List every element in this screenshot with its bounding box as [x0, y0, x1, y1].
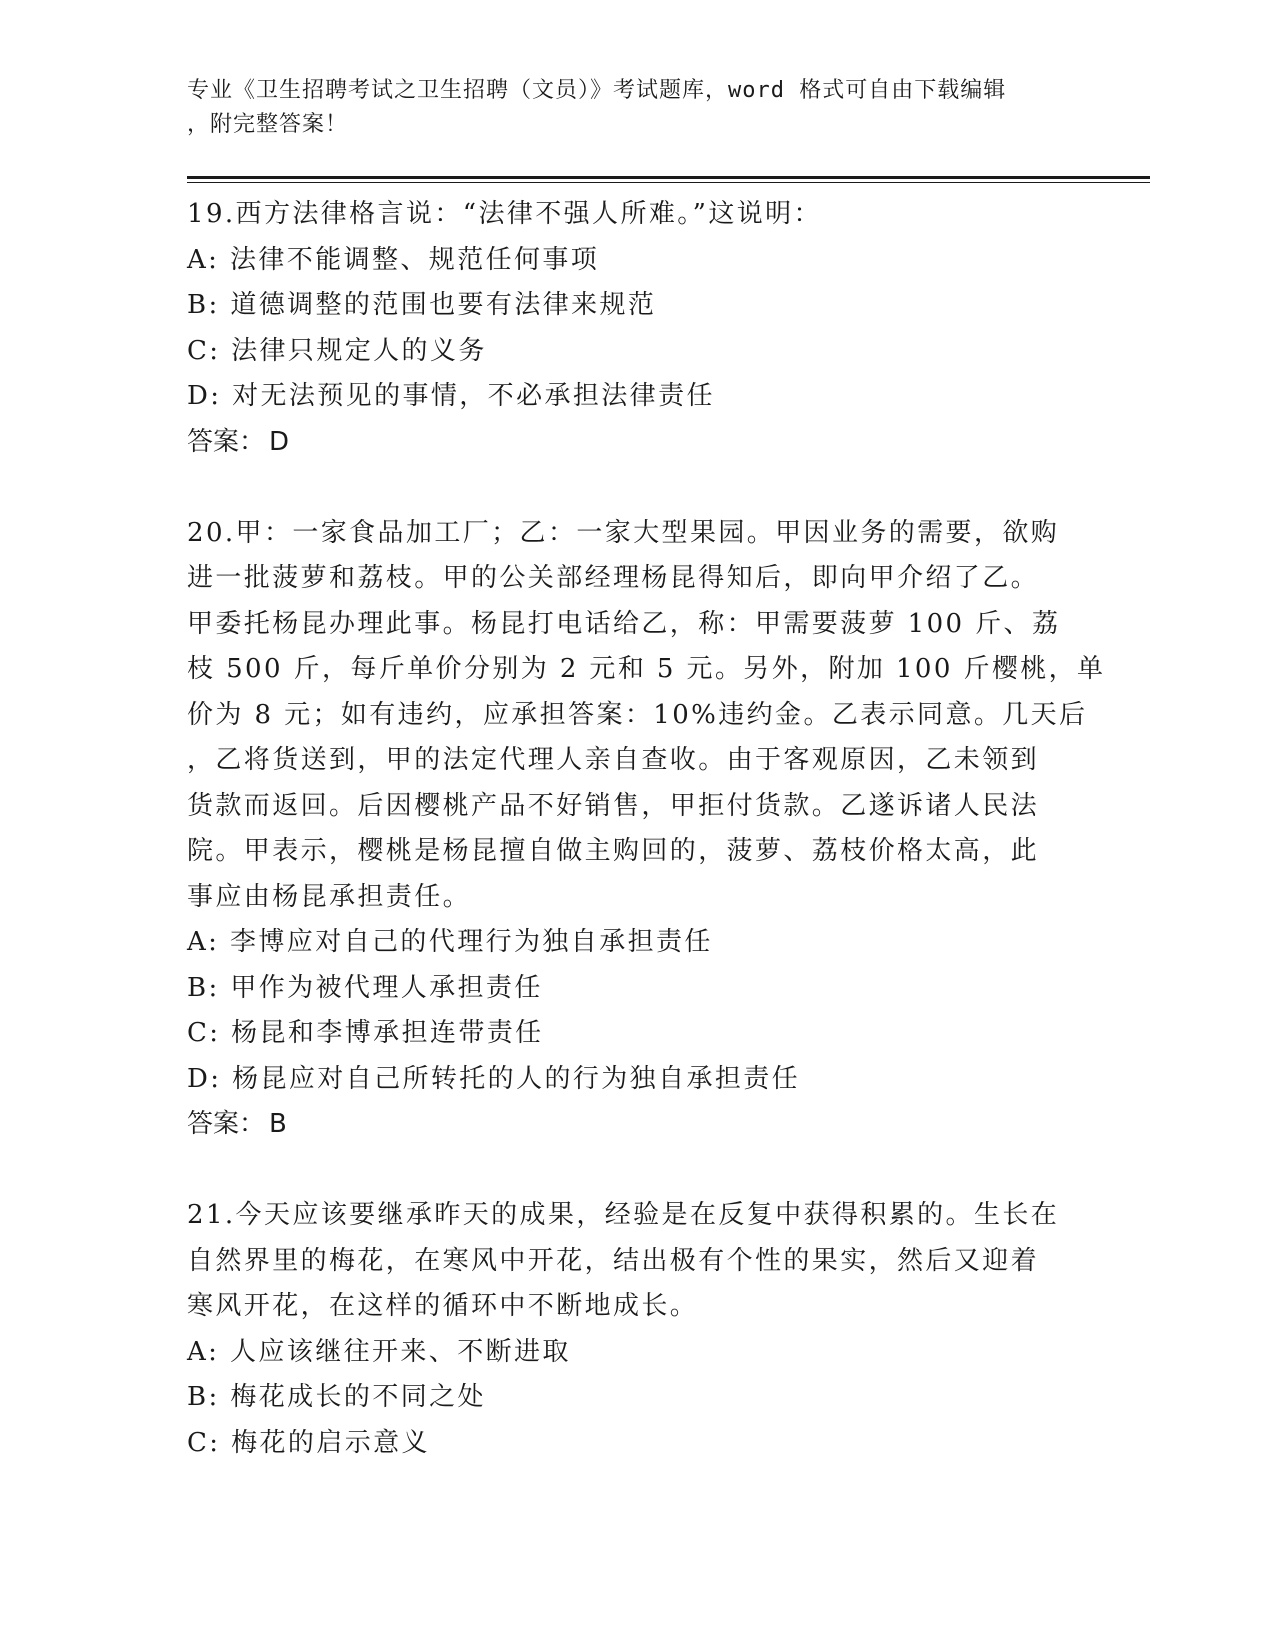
answer-line: [187, 1102, 1087, 1148]
question-spacer: [187, 465, 1087, 511]
option-c: C: 杨昆和李博承担连带责任: [187, 1018, 544, 1048]
question-stem-line: 进一批菠萝和荔枝。甲的公关部经理杨昆得知后，即向甲介绍了乙。: [187, 563, 1040, 593]
answer-label: 答案：: [187, 1109, 266, 1139]
answer-value: B: [269, 1109, 287, 1139]
question-stem-line: 价为 8 元；如有违约，应承担答案：10%违约金。乙表示同意。几天后: [187, 699, 1088, 730]
question-stem-line: 货款而返回。后因樱桃产品不好销售，甲拒付货款。乙遂诉诸人民法: [187, 790, 1040, 821]
option-c: C: 梅花的启示意义: [187, 1427, 430, 1458]
question-stem-line: 甲委托杨昆办理此事。杨昆打电话给乙，称：甲需要菠萝 100 斤、荔: [187, 608, 1061, 639]
question-21: [187, 1193, 1087, 1466]
option-d: D: 对无法预见的事情，不必承担法律责任: [187, 381, 715, 411]
header-line-1: 专业《卫生招聘考试之卫生招聘（文员）》考试题库，word 格式可自由下载编辑: [187, 78, 1007, 103]
option-a: A: 李博应对自己的代理行为独自承担责任: [187, 927, 713, 957]
option-c: C: 法律只规定人的义务: [187, 335, 487, 366]
option-a: A: 人应该继往开来、不断进取: [187, 1336, 571, 1367]
answer-line: [187, 420, 1087, 466]
option-a: A: 法律不能调整、规范任何事项: [187, 244, 600, 275]
document-header: [187, 74, 1077, 142]
question-stem-line: 寒风开花，在这样的循环中不断地成长。: [187, 1291, 699, 1321]
question-stem-line: 自然界里的梅花，在寒风中开花，结出极有个性的果实，然后又迎着: [187, 1245, 1040, 1276]
question-spacer: [187, 1148, 1087, 1194]
header-line-2: ，附完整答案！: [187, 112, 349, 137]
header-divider-thick: [187, 176, 1150, 179]
question-stem: 19.西方法律格言说：“法律不强人所难。”这说明：: [187, 199, 822, 229]
question-20: [187, 511, 1106, 1148]
option-b: B: 道德调整的范围也要有法律来规范: [187, 290, 657, 320]
question-list: [187, 192, 1106, 1466]
question-stem-line: 21.今天应该要继承昨天的成果，经验是在反复中获得积累的。生长在: [187, 1200, 1060, 1230]
question-stem-line: 枝 500 斤，每斤单价分别为 2 元和 5 元。另外，附加 100 斤樱桃，单: [187, 654, 1106, 684]
option-d: D: 杨昆应对自己所转托的人的行为独自承担责任: [187, 1063, 801, 1094]
answer-label: 答案：: [187, 426, 266, 457]
question-stem-line: ，乙将货送到，甲的法定代理人亲自查收。由于客观原因，乙未领到: [187, 745, 1040, 775]
question-stem-line: 20.甲：一家食品加工厂；乙：一家大型果园。甲因业务的需要，欲购: [187, 517, 1060, 548]
question-stem-line: 院。甲表示，樱桃是杨昆擅自做主购回的，菠萝、荔枝价格太高，此: [187, 836, 1040, 866]
header-divider-thin: [187, 182, 1150, 183]
question-19: [187, 192, 1087, 465]
question-stem-line: 事应由杨昆承担责任。: [187, 881, 472, 912]
answer-value: D: [269, 426, 290, 457]
option-b: B: 甲作为被代理人承担责任: [187, 972, 543, 1003]
option-b: B: 梅花成长的不同之处: [187, 1382, 486, 1412]
